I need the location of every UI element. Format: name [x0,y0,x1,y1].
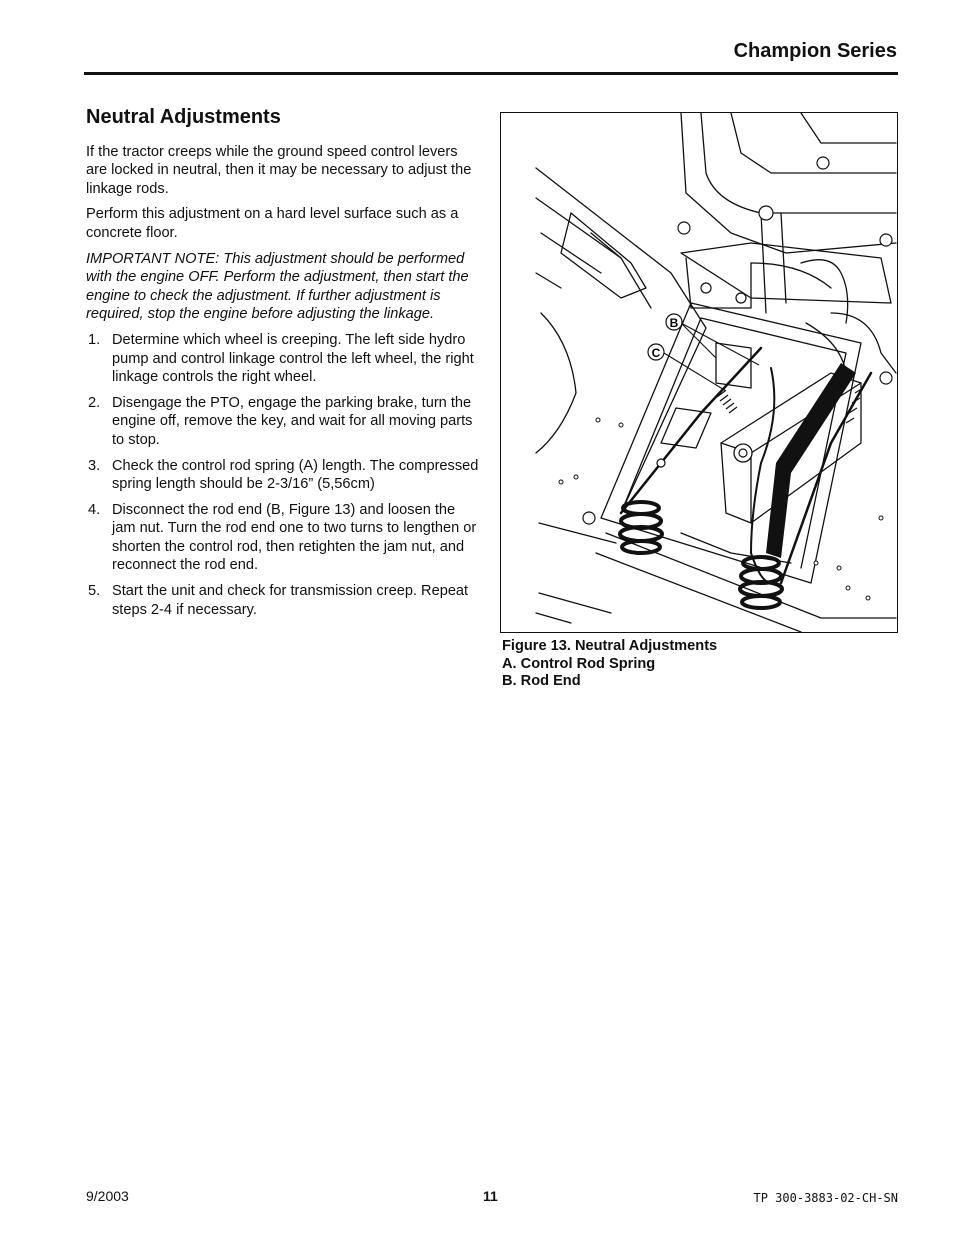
paragraph-surface: Perform this adjustment on a hard level surface such as a concrete floor. [86,206,459,241]
figure-caption-item-b: B. Rod End [502,673,581,689]
step-number: 1. [88,331,101,348]
figure-caption-item-a: A. Control Rod Spring [502,655,656,672]
footer-document-code: TP 300-3883-02-CH-SN [753,1191,898,1205]
step-item [86,394,482,450]
important-note: IMPORTANT NOTE: This adjustment should be performed with the engine OFF. Perform the adjustment, then start the engine to check the adjustment. If further adjustment is required, stop the engine before adjusting the linkage. [86,250,469,323]
section-title: Neutral Adjustments [86,106,281,128]
step-number: 3. [88,457,101,474]
step-number: 2. [88,394,101,411]
step-text: Disconnect the rod end (B, Figure 13) and loosen the jam nut. Turn the rod end one to two turns to lengthen or shorten the control rod, then retighten the jam nut, and reconnect the rod end. [112,501,477,574]
step-item [86,582,482,619]
step-number: 4. [88,501,101,518]
step-text: Start the unit and check for transmission creep. Repeat steps 2-4 if necessary. [112,583,469,618]
footer-date: 9/2003 [86,1188,129,1204]
figure-13-illustration [500,112,898,633]
paragraph-intro: If the tractor creeps while the ground speed control levers are locked in neutral, then it may be necessary to adjust the linkage rods. [86,143,472,197]
step-text: Check the control rod spring (A) length. The compressed spring length should be 2-3/16” (5,56cm) [112,457,479,493]
step-number: 5. [88,583,101,600]
figure-caption [502,638,717,691]
step-text: Determine which wheel is creeping. The left side hydro pump and control linkage control the left wheel, the right linkage controls the right wheel. [112,331,474,386]
header-rule [84,72,898,75]
step-item [86,331,482,387]
step-text: Disengage the PTO, engage the parking brake, turn the engine off, remove the key, and wait for all moving parts to stop. [112,394,473,448]
step-item [86,457,482,494]
figure-caption-title: Figure 13. Neutral Adjustments [502,638,718,654]
steps-list [86,331,482,619]
callout-b-label: B [669,316,679,330]
footer-page-number: 11 [483,1188,498,1204]
page-header-title: Champion Series [733,40,897,62]
callout-c-label: C [651,346,661,360]
linkage-diagram [501,113,897,632]
text-column [86,108,482,626]
step-item [86,501,482,575]
